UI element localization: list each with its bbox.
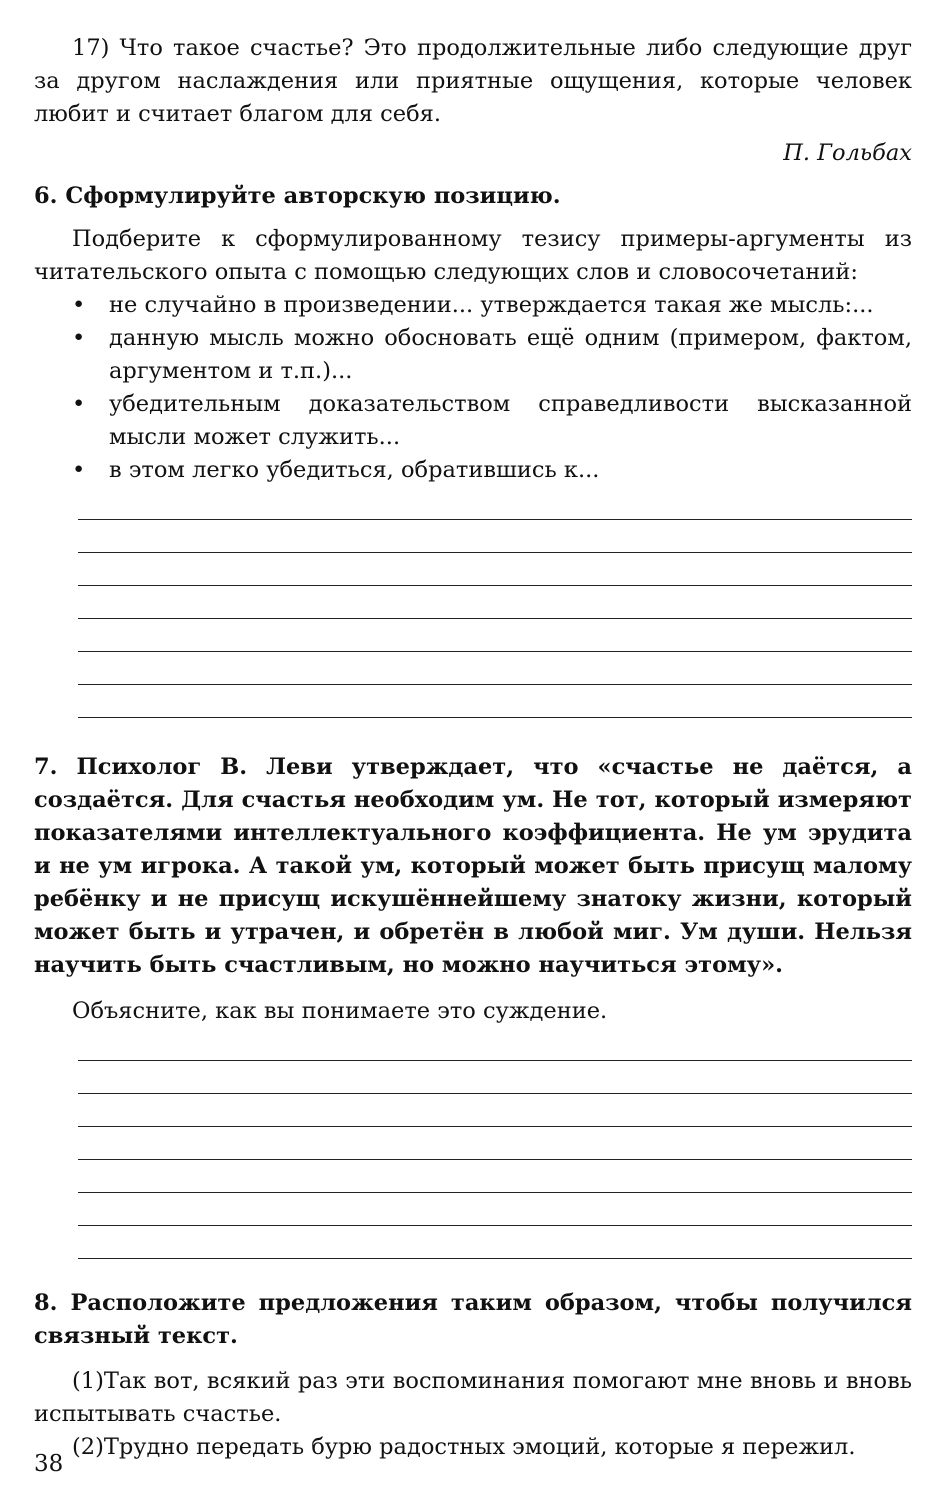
task-8-sentence: (1)Так вот, всякий раз эти воспоминания помогают мне вновь и вновь испытывать счастье. bbox=[34, 1368, 912, 1427]
task-8-sentence: (2)Трудно передать бурю радостных эмоций, которые я пережил. bbox=[72, 1434, 856, 1460]
answer-line[interactable] bbox=[78, 1226, 912, 1259]
answer-line[interactable] bbox=[78, 487, 912, 520]
bullet-icon: • bbox=[72, 325, 86, 351]
answer-line[interactable] bbox=[78, 1193, 912, 1226]
task-8-title: 8. Расположите предложения таким образом, чтобы получился связный текст. bbox=[34, 1290, 912, 1349]
bullet-icon: • bbox=[72, 292, 86, 318]
list-item-text: убедительным доказательством справедливости высказанной мысли может служить... bbox=[109, 391, 912, 450]
quote-author: П. Гольбах bbox=[783, 140, 912, 166]
page-number: 38 bbox=[34, 1451, 64, 1477]
list-item-text: в этом легко убедиться, обратившись к... bbox=[109, 457, 600, 483]
answer-line[interactable] bbox=[78, 619, 912, 652]
answer-line[interactable] bbox=[78, 1094, 912, 1127]
task-7-answer-lines[interactable] bbox=[78, 1028, 912, 1259]
answer-line[interactable] bbox=[78, 652, 912, 685]
answer-line[interactable] bbox=[78, 586, 912, 619]
bullet-icon: • bbox=[72, 457, 86, 483]
list-item bbox=[34, 388, 912, 454]
task-6-answer-lines[interactable] bbox=[78, 487, 912, 718]
list-item bbox=[34, 289, 912, 322]
page bbox=[34, 28, 912, 1464]
bullet-icon: • bbox=[72, 391, 86, 417]
list-item bbox=[34, 454, 912, 487]
answer-line[interactable] bbox=[78, 685, 912, 718]
task-6-title: 6. Сформулируйте авторскую позицию. bbox=[34, 183, 561, 209]
answer-line[interactable] bbox=[78, 1061, 912, 1094]
answer-line[interactable] bbox=[78, 520, 912, 553]
task-7-prompt: Объясните, как вы понимаете это суждение. bbox=[72, 998, 608, 1024]
quote-17 bbox=[34, 32, 912, 170]
list-item-text: данную мысль можно обосновать ещё одним (примером, фактом, аргументом и т.п.)... bbox=[109, 325, 912, 384]
task-6-intro: Подберите к сформулированному тезису примеры-аргументы из читательского опыта с помощью следующих слов и словосочетаний: bbox=[34, 226, 912, 285]
answer-line[interactable] bbox=[78, 1127, 912, 1160]
task-6-bullet-list bbox=[34, 289, 912, 487]
quote-text: 17) Что такое счастье? Это продолжительные либо следующие друг за другом наслаждения или приятные ощущения, которые человек любит и считает благом для себя. bbox=[34, 35, 912, 127]
answer-line[interactable] bbox=[78, 1160, 912, 1193]
list-item-text: не случайно в произведении... утверждается такая же мысль:... bbox=[109, 292, 874, 318]
task-7-title: 7. Психолог В. Леви утверждает, что «счастье не даётся, а создаётся. Для счастья необходим ум. Не тот, который измеряют показателями интеллектуального коэффициента. Не ум эрудита и не ум игрока. А такой ум, который может быть присущ малому ребёнку и не присущ искушённейшему знатоку жизни, который может быть и утрачен, и обретён в любой миг. Ум души. Нельзя научить быть счастливым, но можно научиться этому». bbox=[34, 754, 912, 978]
answer-line[interactable] bbox=[78, 1028, 912, 1061]
answer-line[interactable] bbox=[78, 553, 912, 586]
list-item bbox=[34, 322, 912, 388]
